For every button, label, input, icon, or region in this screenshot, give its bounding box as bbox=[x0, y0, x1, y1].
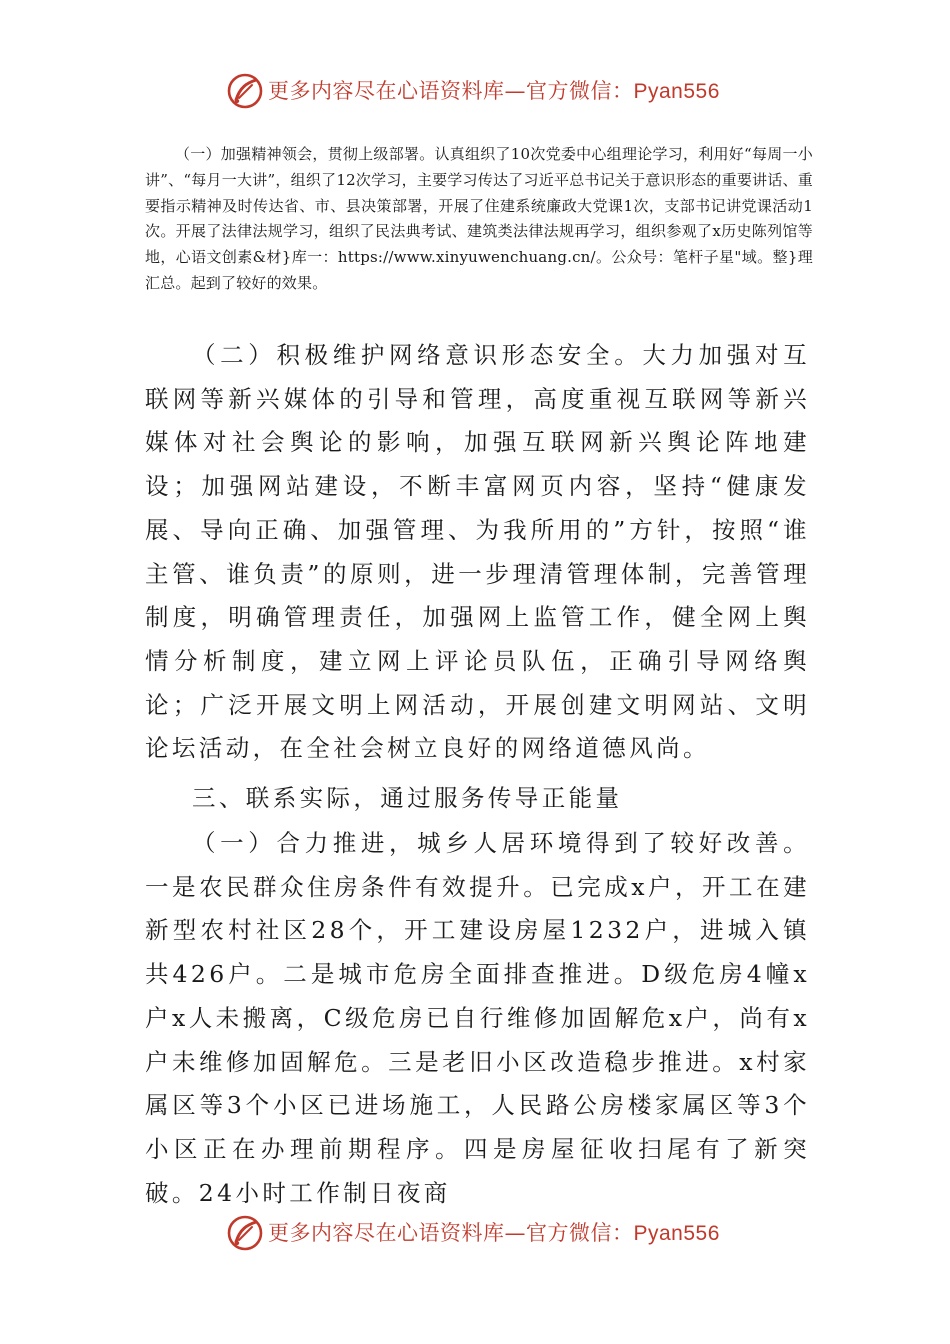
wechat-id: Pyan556 bbox=[633, 1222, 720, 1245]
paragraph-section-1-2: （二）积极维护网络意识形态安全。大力加强对互联网等新兴媒体的引导和管理，高度重视互联网等新兴媒体对社会舆论的影响，加强互联网新兴舆论阵地建设；加强网站建设，不断丰富网页内容，坚持“健康发展、导向正确、加强管理、为我所用的”方针，按照“谁主管、谁负责”的原则，进一步理清管理体制，完善管理制度，明确管理责任，加强网上监管工作，健全网上舆情分析制度，建立网上评论员队伍，正确引导网络舆论；广泛开展文明上网活动，开展创建文明网站、文明论坛活动，在全社会树立良好的网络道德风尚。 bbox=[145, 341, 810, 763]
brand-logo-icon bbox=[225, 1213, 265, 1253]
banner-text: 更多内容尽在心语资料库—官方微信：Pyan556 bbox=[268, 79, 720, 103]
paragraph-section-1-1: （一）加强精神领会，贯彻上级部署。认真组织了10次党委中心组理论学习，利用好“每周一小讲”、“每月一大讲”，组织了12次学习，主要学习传达了习近平总书记关于意识形态的重要讲话、重要指示精神及时传达省、市、县决策部署，开展了住建系统廉政大党课1次，支部书记讲党课活动1次。开展了法律法规学习，组织了民法典考试、建筑类法律法规再学习，组织参观了x历史陈列馆等地，心语文创素&材}库一：https://www.xinyuwenchuang.cn/。公众号：笔杆子星"域。整}理汇总。起到了较好的效果。 bbox=[145, 145, 813, 292]
section-heading-3: 三、联系实际，通过服务传导正能量 bbox=[192, 784, 623, 812]
banner-text: 更多内容尽在心语资料库—官方微信：Pyan556 bbox=[268, 1221, 720, 1245]
paragraph-section-3-1: （一）合力推进，城乡人居环境得到了较好改善。一是农民群众住房条件有效提升。已完成x户，开工在建新型农村社区28个，开工建设房屋1232户，进城入镇共426户。二是城市危房全面排查推进。D级危房4幢x户x人未搬离，C级危房已自行维修加固解危x户，尚有x户未维修加固解危。三是老旧小区改造稳步推进。x村家属区等3个小区已进场施工，人民路公房楼家属区等3个小区正在办理前期程序。四是房屋征收扫尾有了新突破。24小时工作制日夜商 bbox=[145, 829, 810, 1207]
footer-watermark-banner bbox=[0, 1209, 950, 1259]
brand-logo-icon bbox=[225, 71, 265, 111]
header-watermark-banner bbox=[0, 67, 950, 117]
wechat-id: Pyan556 bbox=[633, 80, 720, 103]
